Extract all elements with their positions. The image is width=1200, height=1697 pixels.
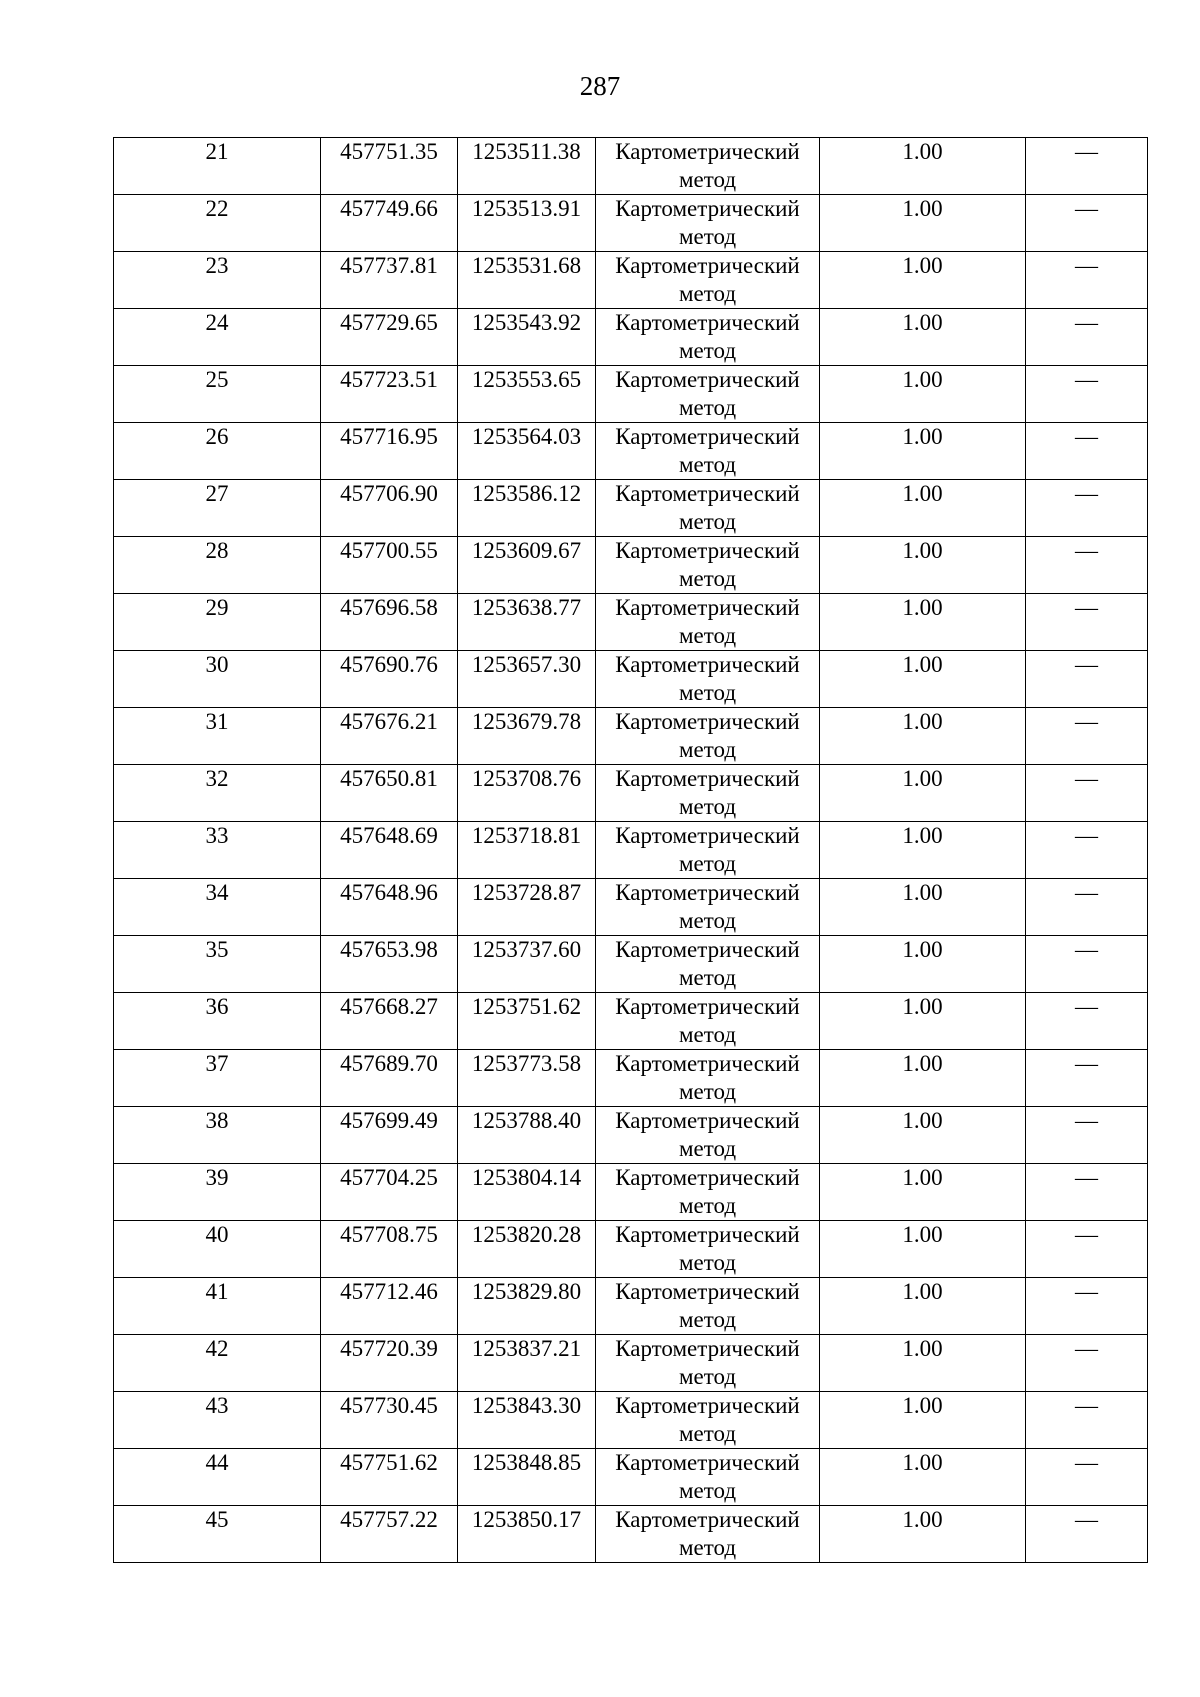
- y-coordinate-cell: 1253829.80: [458, 1278, 596, 1335]
- table-row: [114, 765, 1148, 822]
- accuracy-cell: 1.00: [820, 366, 1026, 423]
- accuracy-cell: 1.00: [820, 651, 1026, 708]
- y-coordinate-cell: 1253657.30: [458, 651, 596, 708]
- point-number-cell: 42: [114, 1335, 321, 1392]
- accuracy-cell: 1.00: [820, 1278, 1026, 1335]
- method-cell: Картометрический метод: [596, 936, 820, 993]
- y-coordinate-cell: 1253848.85: [458, 1449, 596, 1506]
- point-number-cell: 43: [114, 1392, 321, 1449]
- description-cell: —: [1026, 1107, 1148, 1164]
- description-cell: —: [1026, 822, 1148, 879]
- method-cell: Картометрический метод: [596, 537, 820, 594]
- x-coordinate-cell: 457650.81: [321, 765, 458, 822]
- table-row: [114, 1506, 1148, 1563]
- x-coordinate-cell: 457648.96: [321, 879, 458, 936]
- x-coordinate-cell: 457690.76: [321, 651, 458, 708]
- y-coordinate-cell: 1253543.92: [458, 309, 596, 366]
- point-number-cell: 40: [114, 1221, 321, 1278]
- description-cell: —: [1026, 993, 1148, 1050]
- point-number-cell: 41: [114, 1278, 321, 1335]
- point-number-cell: 25: [114, 366, 321, 423]
- method-cell: Картометрический метод: [596, 195, 820, 252]
- table-row: [114, 537, 1148, 594]
- description-cell: —: [1026, 423, 1148, 480]
- method-cell: Картометрический метод: [596, 1164, 820, 1221]
- accuracy-cell: 1.00: [820, 480, 1026, 537]
- point-number-cell: 31: [114, 708, 321, 765]
- description-cell: —: [1026, 1392, 1148, 1449]
- description-cell: —: [1026, 936, 1148, 993]
- method-cell: Картометрический метод: [596, 1335, 820, 1392]
- point-number-cell: 21: [114, 138, 321, 195]
- point-number-cell: 44: [114, 1449, 321, 1506]
- description-cell: —: [1026, 252, 1148, 309]
- method-cell: Картометрический метод: [596, 480, 820, 537]
- description-cell: —: [1026, 1335, 1148, 1392]
- method-cell: Картометрический метод: [596, 765, 820, 822]
- x-coordinate-cell: 457712.46: [321, 1278, 458, 1335]
- accuracy-cell: 1.00: [820, 195, 1026, 252]
- y-coordinate-cell: 1253511.38: [458, 138, 596, 195]
- point-number-cell: 33: [114, 822, 321, 879]
- table-row: [114, 1278, 1148, 1335]
- table-row: [114, 879, 1148, 936]
- point-number-cell: 36: [114, 993, 321, 1050]
- method-cell: Картометрический метод: [596, 366, 820, 423]
- description-cell: —: [1026, 537, 1148, 594]
- description-cell: —: [1026, 1449, 1148, 1506]
- description-cell: —: [1026, 765, 1148, 822]
- description-cell: —: [1026, 138, 1148, 195]
- page-number: 287: [579, 71, 621, 101]
- point-number-cell: 26: [114, 423, 321, 480]
- accuracy-cell: 1.00: [820, 1107, 1026, 1164]
- x-coordinate-cell: 457716.95: [321, 423, 458, 480]
- description-cell: —: [1026, 1278, 1148, 1335]
- accuracy-cell: 1.00: [820, 879, 1026, 936]
- y-coordinate-cell: 1253728.87: [458, 879, 596, 936]
- table-row: [114, 252, 1148, 309]
- accuracy-cell: 1.00: [820, 708, 1026, 765]
- point-number-cell: 34: [114, 879, 321, 936]
- table-row: [114, 822, 1148, 879]
- x-coordinate-cell: 457757.22: [321, 1506, 458, 1563]
- description-cell: —: [1026, 366, 1148, 423]
- table-row: [114, 594, 1148, 651]
- description-cell: —: [1026, 195, 1148, 252]
- table-row: [114, 651, 1148, 708]
- description-cell: —: [1026, 1506, 1148, 1563]
- point-number-cell: 24: [114, 309, 321, 366]
- x-coordinate-cell: 457653.98: [321, 936, 458, 993]
- accuracy-cell: 1.00: [820, 936, 1026, 993]
- point-number-cell: 45: [114, 1506, 321, 1563]
- coordinates-table-body: [114, 138, 1148, 1563]
- accuracy-cell: 1.00: [820, 1392, 1026, 1449]
- x-coordinate-cell: 457729.65: [321, 309, 458, 366]
- point-number-cell: 22: [114, 195, 321, 252]
- y-coordinate-cell: 1253843.30: [458, 1392, 596, 1449]
- point-number-cell: 32: [114, 765, 321, 822]
- method-cell: Картометрический метод: [596, 309, 820, 366]
- x-coordinate-cell: 457696.58: [321, 594, 458, 651]
- y-coordinate-cell: 1253553.65: [458, 366, 596, 423]
- x-coordinate-cell: 457749.66: [321, 195, 458, 252]
- x-coordinate-cell: 457668.27: [321, 993, 458, 1050]
- table-row: [114, 480, 1148, 537]
- y-coordinate-cell: 1253804.14: [458, 1164, 596, 1221]
- x-coordinate-cell: 457730.45: [321, 1392, 458, 1449]
- description-cell: —: [1026, 594, 1148, 651]
- table-row: [114, 423, 1148, 480]
- method-cell: Картометрический метод: [596, 822, 820, 879]
- x-coordinate-cell: 457676.21: [321, 708, 458, 765]
- accuracy-cell: 1.00: [820, 537, 1026, 594]
- accuracy-cell: 1.00: [820, 822, 1026, 879]
- x-coordinate-cell: 457751.62: [321, 1449, 458, 1506]
- table-row: [114, 936, 1148, 993]
- description-cell: —: [1026, 879, 1148, 936]
- table-row: [114, 1107, 1148, 1164]
- method-cell: Картометрический метод: [596, 1506, 820, 1563]
- accuracy-cell: 1.00: [820, 1050, 1026, 1107]
- accuracy-cell: 1.00: [820, 1506, 1026, 1563]
- method-cell: Картометрический метод: [596, 252, 820, 309]
- y-coordinate-cell: 1253773.58: [458, 1050, 596, 1107]
- accuracy-cell: 1.00: [820, 765, 1026, 822]
- table-row: [114, 195, 1148, 252]
- y-coordinate-cell: 1253513.91: [458, 195, 596, 252]
- accuracy-cell: 1.00: [820, 993, 1026, 1050]
- x-coordinate-cell: 457751.35: [321, 138, 458, 195]
- method-cell: Картометрический метод: [596, 651, 820, 708]
- description-cell: —: [1026, 1221, 1148, 1278]
- accuracy-cell: 1.00: [820, 138, 1026, 195]
- table-row: [114, 1449, 1148, 1506]
- point-number-cell: 27: [114, 480, 321, 537]
- y-coordinate-cell: 1253837.21: [458, 1335, 596, 1392]
- y-coordinate-cell: 1253638.77: [458, 594, 596, 651]
- y-coordinate-cell: 1253531.68: [458, 252, 596, 309]
- table-row: [114, 1392, 1148, 1449]
- table-row: [114, 1050, 1148, 1107]
- table-row: [114, 993, 1148, 1050]
- point-number-cell: 30: [114, 651, 321, 708]
- method-cell: Картометрический метод: [596, 1449, 820, 1506]
- method-cell: Картометрический метод: [596, 423, 820, 480]
- method-cell: Картометрический метод: [596, 1221, 820, 1278]
- point-number-cell: 35: [114, 936, 321, 993]
- method-cell: Картометрический метод: [596, 708, 820, 765]
- x-coordinate-cell: 457723.51: [321, 366, 458, 423]
- y-coordinate-cell: 1253708.76: [458, 765, 596, 822]
- accuracy-cell: 1.00: [820, 1335, 1026, 1392]
- y-coordinate-cell: 1253820.28: [458, 1221, 596, 1278]
- y-coordinate-cell: 1253564.03: [458, 423, 596, 480]
- point-number-cell: 39: [114, 1164, 321, 1221]
- y-coordinate-cell: 1253718.81: [458, 822, 596, 879]
- y-coordinate-cell: 1253586.12: [458, 480, 596, 537]
- table-row: [114, 1335, 1148, 1392]
- accuracy-cell: 1.00: [820, 309, 1026, 366]
- table-row: [114, 1164, 1148, 1221]
- description-cell: —: [1026, 651, 1148, 708]
- x-coordinate-cell: 457708.75: [321, 1221, 458, 1278]
- coordinates-table: [113, 137, 1148, 1563]
- method-cell: Картометрический метод: [596, 1050, 820, 1107]
- table-row: [114, 366, 1148, 423]
- description-cell: —: [1026, 1164, 1148, 1221]
- method-cell: Картометрический метод: [596, 138, 820, 195]
- x-coordinate-cell: 457720.39: [321, 1335, 458, 1392]
- y-coordinate-cell: 1253751.62: [458, 993, 596, 1050]
- x-coordinate-cell: 457648.69: [321, 822, 458, 879]
- point-number-cell: 37: [114, 1050, 321, 1107]
- table-row: [114, 1221, 1148, 1278]
- accuracy-cell: 1.00: [820, 1221, 1026, 1278]
- method-cell: Картометрический метод: [596, 879, 820, 936]
- x-coordinate-cell: 457689.70: [321, 1050, 458, 1107]
- y-coordinate-cell: 1253609.67: [458, 537, 596, 594]
- y-coordinate-cell: 1253788.40: [458, 1107, 596, 1164]
- x-coordinate-cell: 457700.55: [321, 537, 458, 594]
- description-cell: —: [1026, 309, 1148, 366]
- method-cell: Картометрический метод: [596, 1278, 820, 1335]
- table-row: [114, 708, 1148, 765]
- x-coordinate-cell: 457704.25: [321, 1164, 458, 1221]
- method-cell: Картометрический метод: [596, 1107, 820, 1164]
- point-number-cell: 23: [114, 252, 321, 309]
- accuracy-cell: 1.00: [820, 1164, 1026, 1221]
- point-number-cell: 38: [114, 1107, 321, 1164]
- accuracy-cell: 1.00: [820, 594, 1026, 651]
- x-coordinate-cell: 457699.49: [321, 1107, 458, 1164]
- y-coordinate-cell: 1253737.60: [458, 936, 596, 993]
- description-cell: —: [1026, 1050, 1148, 1107]
- method-cell: Картометрический метод: [596, 993, 820, 1050]
- y-coordinate-cell: 1253850.17: [458, 1506, 596, 1563]
- description-cell: —: [1026, 708, 1148, 765]
- table-row: [114, 138, 1148, 195]
- table-row: [114, 309, 1148, 366]
- x-coordinate-cell: 457737.81: [321, 252, 458, 309]
- accuracy-cell: 1.00: [820, 423, 1026, 480]
- method-cell: Картометрический метод: [596, 1392, 820, 1449]
- y-coordinate-cell: 1253679.78: [458, 708, 596, 765]
- accuracy-cell: 1.00: [820, 1449, 1026, 1506]
- point-number-cell: 29: [114, 594, 321, 651]
- point-number-cell: 28: [114, 537, 321, 594]
- x-coordinate-cell: 457706.90: [321, 480, 458, 537]
- description-cell: —: [1026, 480, 1148, 537]
- method-cell: Картометрический метод: [596, 594, 820, 651]
- accuracy-cell: 1.00: [820, 252, 1026, 309]
